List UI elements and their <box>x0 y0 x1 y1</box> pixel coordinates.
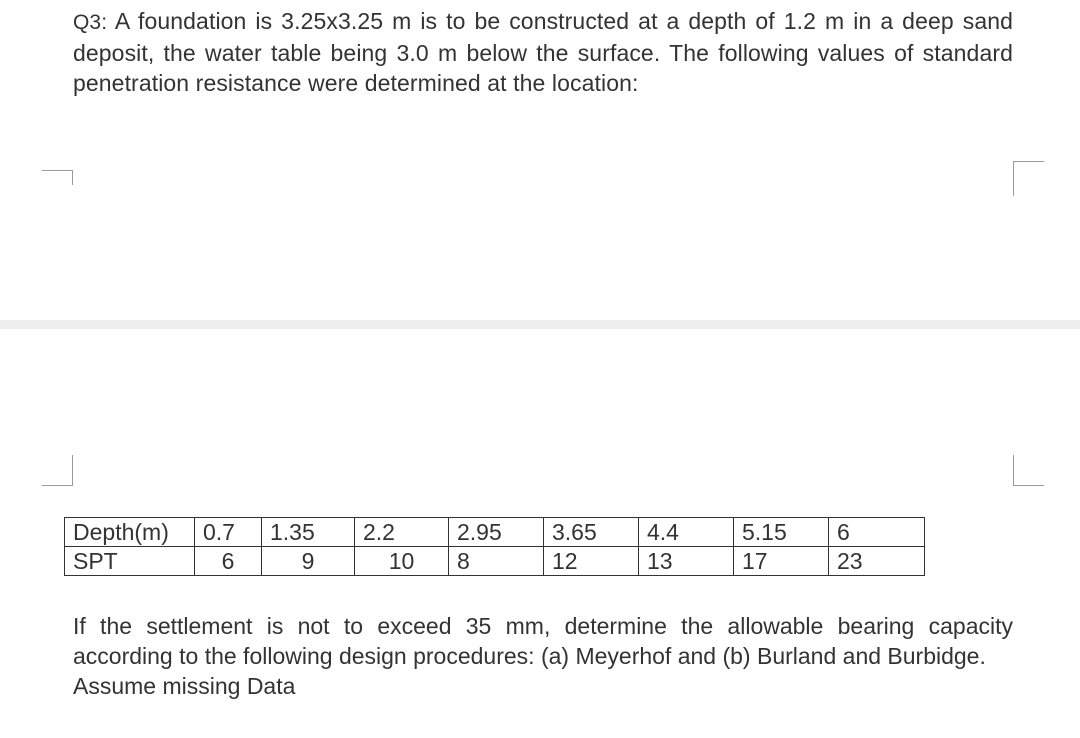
crop-corner-bottom-left <box>42 455 73 486</box>
question-label: Q3: <box>73 11 108 34</box>
table-row-spt <box>65 547 925 576</box>
row-label-depth: Depth(m) <box>65 518 195 547</box>
spt-cell: 10 <box>355 547 449 576</box>
spt-cell: 9 <box>262 547 355 576</box>
spt-cell: 13 <box>639 547 734 576</box>
depth-cell: 5.15 <box>734 518 829 547</box>
page-divider <box>0 320 1080 329</box>
depth-cell: 2.95 <box>449 518 544 547</box>
depth-cell: 0.7 <box>195 518 262 547</box>
question-conclusion <box>73 611 1013 701</box>
depth-cell: 6 <box>829 518 925 547</box>
depth-cell: 3.65 <box>544 518 639 547</box>
depth-cell: 1.35 <box>262 518 355 547</box>
conclusion-text: If the settlement is not to exceed 35 mm, determine the allowable bearing capacity according to the following design procedures: (a) Meyerhof and (b) Burland and Burbidge. <box>73 613 1013 669</box>
spt-table <box>64 517 925 576</box>
table-row-depth <box>65 518 925 547</box>
spt-cell: 17 <box>734 547 829 576</box>
question-text: A foundation is 3.25x3.25 m is to be constructed at a depth of 1.2 m in a deep sand deposit, the water table being 3.0 m below the surface. The following values of standard penetration resistance were determined at the location: <box>73 8 1013 96</box>
spt-cell: 23 <box>829 547 925 576</box>
spt-cell: 12 <box>544 547 639 576</box>
crop-corner-top-left <box>42 170 73 185</box>
assumption-note: Assume missing Data <box>73 673 296 699</box>
spt-cell: 8 <box>449 547 544 576</box>
depth-cell: 2.2 <box>355 518 449 547</box>
crop-corner-top-right <box>1013 161 1044 196</box>
depth-cell: 4.4 <box>639 518 734 547</box>
crop-corner-bottom-right <box>1013 455 1044 486</box>
row-label-spt: SPT <box>65 547 195 576</box>
question-intro <box>73 6 1013 98</box>
spt-cell: 6 <box>195 547 262 576</box>
